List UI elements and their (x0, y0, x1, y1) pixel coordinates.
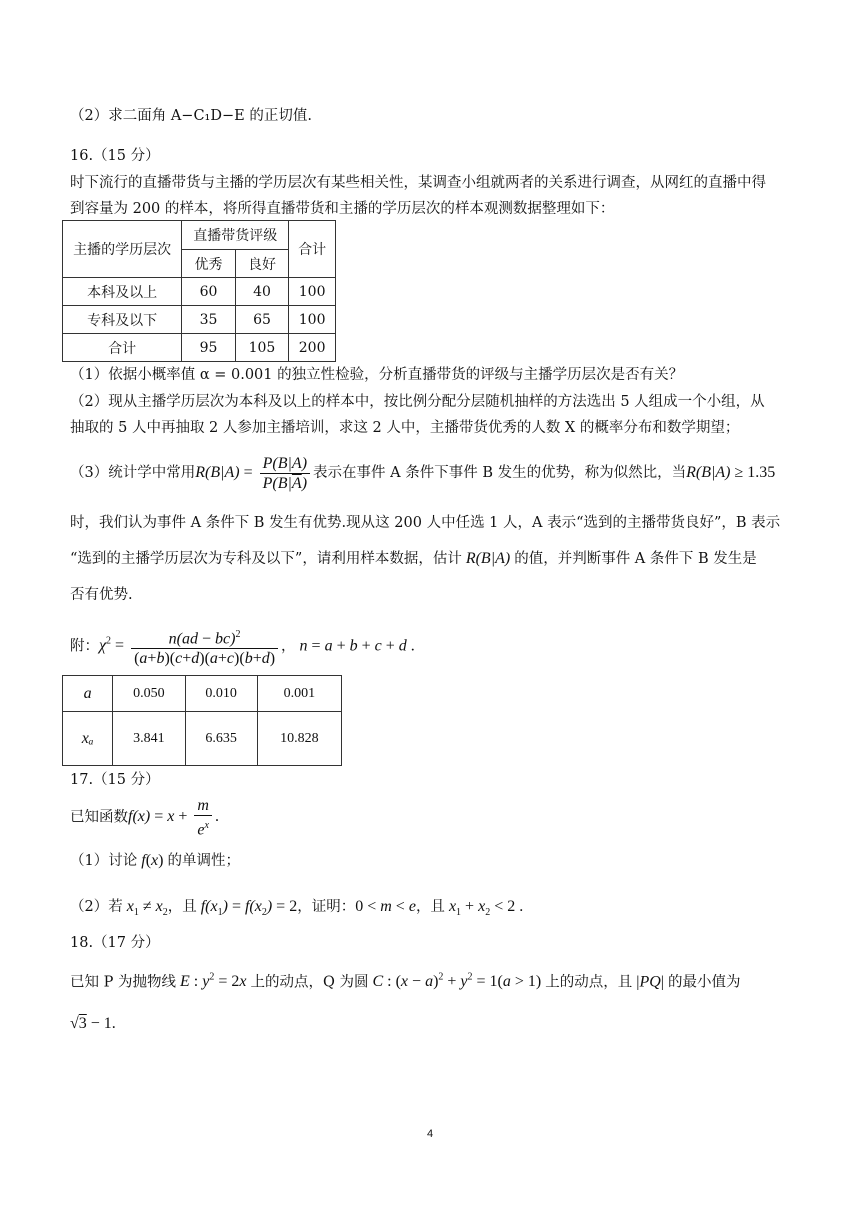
part3-prefix: （3）统计学中常用 (70, 465, 196, 481)
table-cell: 6.635 (185, 712, 257, 766)
table-cell: 40 (235, 278, 289, 306)
q17-part1-b: 的单调性； (167, 853, 240, 869)
table-row-label: 本科及以上 (63, 278, 182, 306)
table-row (63, 306, 336, 334)
q16-appendix: 附：$\chi^2$ = $\frac{n(ad - bc)^2}{(a+b)(c+d)(a+c)(b+d)}$ ， n = a + b + c + d . (70, 622, 415, 668)
q18-line1-a: 已知 P 为抛物线 (70, 974, 176, 991)
table-cell: 100 (289, 306, 336, 334)
q18-line1-b: 上的动点，Q 为圆 (250, 974, 369, 991)
table-cell: 0.050 (113, 676, 185, 712)
q17-header: 17.（15 分） (70, 772, 160, 788)
table-cell: 65 (235, 306, 289, 334)
pq-distance: |PQ| (636, 973, 664, 991)
q18-line1-d: 的最小值为 (667, 974, 741, 991)
chi-square-formula: $\chi^2$ = $\frac{n(ad - bc)^2}{(a+b)(c+d)(a+c)(b+d)}$ (99, 637, 281, 654)
q16-part3-line1 (70, 452, 775, 494)
table-cell: 0.001 (257, 676, 341, 712)
q16-part2-line1: （2）现从主播学历层次为本科及以上的样本中，按比例分配分层随机抽样的方法选出 5 人组成一个小组，从 (70, 394, 765, 410)
table-cell: 105 (235, 334, 289, 362)
q16-part1: （1）依据小概率值 α = 0.001 的独立性检验，分析直播带货的评级与主播学历层次是否有关？ (70, 367, 684, 383)
claim-sum: $x_1 + x_2 < 2$ . (444, 898, 524, 919)
table-header-education: 主播的学历层次 (63, 221, 182, 278)
table-header-rating: 直播带货评级 (182, 221, 289, 250)
table-row-label: xₐ (63, 712, 113, 766)
table-cell: 3.841 (113, 712, 185, 766)
cond-x1-ne-x2: $x_1 \ne x_2$ (122, 898, 168, 919)
table-cell: 0.010 (185, 676, 257, 712)
q15-part2: （2）求二面角 A−C₁D−E 的正切值. (70, 108, 312, 124)
circle-formula: C : $(x - a)^2 + y^2 = 1(a > 1)$ (368, 972, 542, 991)
table-row-label: a (63, 676, 113, 712)
q17-given-text: 已知函数 (70, 809, 128, 826)
function-formula: f(x) = x + $\frac{m}{e^x}$ . (128, 797, 219, 839)
table-subheader-good: 良好 (235, 250, 289, 278)
q17-part1-a: （1）讨论 (70, 853, 138, 869)
q18-line2 (70, 1014, 116, 1034)
min-value-formula: √3 − 1. (70, 1015, 116, 1032)
fx-symbol: f(x) (137, 852, 164, 869)
q16-part2-line2: 抽取的 5 人中再抽取 2 人参加主播培训，求这 2 人中，主播带货优秀的人数 X 的概率分布和数学期望； (70, 420, 740, 436)
table-row (63, 712, 342, 766)
q17-part2 (70, 897, 523, 923)
table-cell: 95 (182, 334, 235, 362)
table-cell: 35 (182, 306, 235, 334)
q16-part3-line4: 否有优势. (70, 587, 133, 603)
table-row-label: 合计 (63, 334, 182, 362)
q17-part1 (70, 851, 240, 871)
q17-part2-a: （2）若 (70, 899, 123, 915)
table-header-total: 合计 (289, 221, 336, 278)
cond-f-equal: $f(x_1) = f(x_2) = 2$ (196, 898, 298, 919)
part3-line3-a: “选到的主播学历层次为专科及以下”，请利用样本数据，估计 (70, 551, 462, 567)
table-row (63, 278, 336, 306)
q17-given (70, 796, 219, 839)
q18-line1-c: 上的动点，且 (545, 974, 633, 991)
q16-intro-line2: 到容量为 200 的样本，将所得直播带货和主播的学历层次的样本观测数据整理如下： (70, 201, 615, 217)
chi-square-critical-table (62, 675, 342, 766)
q16-part3-line2: 时，我们认为事件 A 条件下 B 发生有优势.现从这 200 人中任选 1 人，A 表示“选到的主播带货良好”，B 表示 (70, 515, 781, 531)
table-subheader-excellent: 优秀 (182, 250, 235, 278)
page-number: 4 (426, 1128, 434, 1140)
q17-part2-c: ，证明： (297, 899, 356, 915)
part3-mid: 表示在事件 A 条件下事件 B 发生的优势，称为似然比，当 (313, 465, 687, 481)
q18-header: 18.（17 分） (70, 935, 160, 951)
q16-part3-line3 (70, 549, 757, 569)
table-row-label: 专科及以下 (63, 306, 182, 334)
q16-header: 16.（15 分） (70, 148, 160, 164)
likelihood-ratio-formula: R(B|A) = $\frac{P(B|A)}{P(B|\overline{A})}$ (195, 464, 313, 481)
q18-line1 (70, 968, 740, 992)
q17-part2-b: ，且 (167, 899, 197, 915)
table-cell: 60 (182, 278, 235, 306)
parabola-formula: E : $y^2 = 2x$ (175, 972, 251, 991)
threshold-formula: R(B|A) ≥ 1.35 (686, 464, 776, 481)
q16-intro-line1: 时下流行的直播带货与主播的学历层次有某些相关性，某调查小组就两者的关系进行调查，从网红的直播中得 (70, 175, 766, 191)
q17-part2-d: ，且 (415, 899, 445, 915)
table-cell: 100 (289, 278, 336, 306)
table-row (63, 334, 336, 362)
claim-m-range: 0 < m < e (355, 898, 416, 915)
appendix-label: 附： (70, 638, 99, 655)
table-cell: 10.828 (257, 712, 341, 766)
part3-line3-b: 的值，并判断事件 A 条件下 B 发生是 (514, 551, 757, 567)
table-row (63, 676, 342, 712)
estimate-formula: R(B|A) (461, 550, 515, 567)
table-cell: 200 (289, 334, 336, 362)
q16-contingency-table (62, 220, 336, 362)
